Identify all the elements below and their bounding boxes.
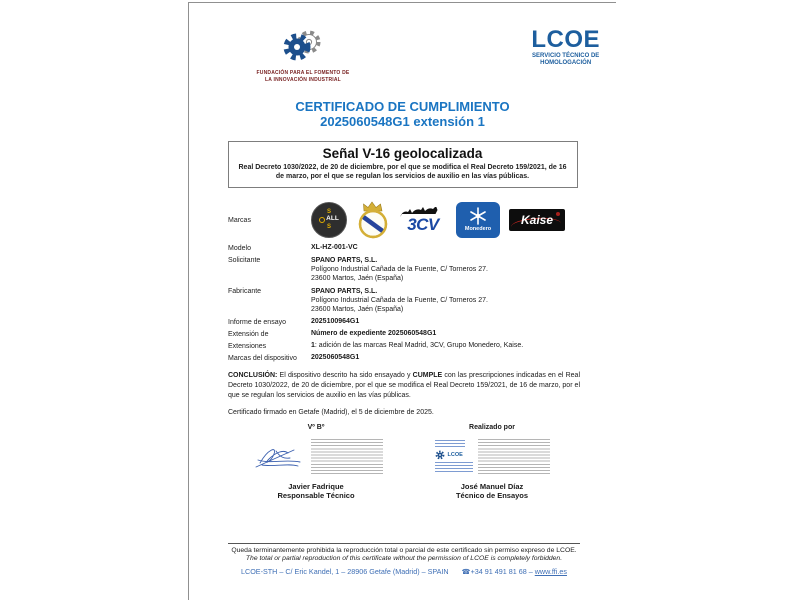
- subject-subtitle: Real Decreto 1030/2022, de 20 de diciembre, por el que se modifica el Real Decreto 159/2021, de 16 de marzo, por el que se regulan los servicios de auxilio en las vías públicas.: [238, 163, 567, 181]
- marcas-label: Marcas: [228, 216, 251, 224]
- solicitante-address1: Polígono Industrial Cañada de la Fuente, C/ Torneros 27.: [311, 265, 488, 273]
- right-signer-role: Técnico de Ensayos: [455, 491, 529, 501]
- extensiones-label: Extensiones: [228, 343, 267, 351]
- sosall-logo: [311, 202, 347, 238]
- solicitante-address2: 23600 Martos, Jaén (España): [311, 274, 404, 282]
- sosall-bottom: S: [326, 223, 331, 230]
- brand-logos: [311, 200, 580, 240]
- kaise-wordmark: Kaise: [520, 212, 554, 227]
- left-signer-role: Responsable Técnico: [277, 491, 355, 501]
- footer-address: LCOE-STH – C/ Eric Kandel, 1 – 28906 Getafe (Madrid) – SPAIN: [241, 567, 449, 576]
- solicitante-value: [311, 256, 580, 283]
- page-header: [189, 3, 616, 84]
- solicitante-name: SPANO PARTS, S.L.: [311, 256, 378, 264]
- sosall-top: S: [326, 209, 331, 216]
- vobo-header: Vº Bº: [307, 423, 325, 431]
- phone-icon: ☎: [461, 567, 471, 576]
- digital-signature-details-right: [478, 439, 550, 475]
- extension-label: Extensión de: [228, 331, 269, 339]
- monedero-wordmark: Monedero: [464, 226, 492, 233]
- informe-value: 2025100964G1: [311, 318, 360, 326]
- lcoe-wordmark: LCOE: [531, 26, 600, 53]
- field-row-marcas: [228, 200, 580, 240]
- fabricante-address2: 23600 Martos, Jaén (España): [311, 306, 404, 314]
- sosall-ring-icon: [319, 217, 325, 223]
- field-row-extensiones: [228, 342, 580, 350]
- field-row-extension: [228, 330, 580, 338]
- stamp-address-microtext: [435, 462, 473, 473]
- left-signature-stamp: [228, 435, 404, 479]
- snowflake-icon: [469, 207, 487, 225]
- handwritten-signature-icon: [250, 439, 306, 475]
- fabricante-value: [311, 287, 580, 314]
- field-row-informe: [228, 318, 580, 326]
- left-signer-name: Javier Fadrique: [288, 481, 344, 491]
- conclusion-part2: con las prescripciones indicadas en el Real Decreto 1030/2022, de 20 de diciembre, por el que se modifica el Real Decreto 159/2021, de 16 de marzo, por el que se regulan los servicios de auxilio en las vías públicas.: [228, 372, 581, 399]
- monedero-logo: [456, 202, 500, 238]
- ffii-name-line1: FUNDACIÓN PARA EL FOMENTO DE: [256, 70, 350, 76]
- stamp-signer-microtext: [435, 440, 465, 448]
- field-row-fabricante: [228, 287, 580, 314]
- stamp-gear-icon: [435, 450, 445, 460]
- title-line2: 2025060548G1 extensión 1: [320, 114, 485, 130]
- ffii-name-line2: LA INNOVACIÓN INDUSTRIAL: [265, 76, 341, 83]
- conclusion-part1: El dispositivo descrito ha sido ensayado y: [277, 372, 413, 380]
- stamp-lcoe-text: LCOE: [447, 452, 463, 459]
- lcoe-subtitle-line2: HOMOLOGACIÓN: [540, 60, 592, 67]
- signed-statement: Certificado firmado en Getafe (Madrid), el 5 de diciembre de 2025.: [228, 408, 434, 416]
- footer-notice-es: Queda terminantemente prohibida la reproducción total o parcial de este certificado sin permiso expreso de LCOE.: [231, 547, 577, 554]
- right-signer-name: José Manuel Díaz: [460, 481, 524, 491]
- marcas-dispositivo-label: Marcas del dispositivo: [228, 355, 297, 363]
- footer-contact-line: [228, 567, 580, 576]
- footer-phone: +34 91 491 81 68: [470, 567, 527, 576]
- signature-right: [404, 424, 580, 502]
- lcoe-subtitle: [531, 53, 600, 69]
- modelo-label: Modelo: [228, 244, 251, 252]
- conclusion-paragraph: [228, 371, 580, 400]
- gear-icon: [281, 29, 325, 63]
- kaise-logo: [509, 209, 565, 231]
- signature-left: [228, 424, 404, 502]
- title-line1: CERTIFICADO DE CUMPLIMIENTO: [295, 98, 510, 114]
- right-signature-stamp: [404, 435, 580, 479]
- field-row-modelo: [228, 244, 580, 252]
- cv3-logo: [399, 207, 447, 233]
- subject-box: [228, 141, 578, 188]
- lcoe-logo: [531, 26, 602, 68]
- cv3-wordmark: 3CV: [407, 214, 439, 234]
- certificate-page: [188, 2, 616, 600]
- signature-section: [228, 424, 580, 502]
- footer-notice-en: The total or partial reproduction of this certificate without the permission of LCOE is completely forbidden.: [245, 555, 563, 562]
- fabricante-label: Fabricante: [228, 287, 262, 295]
- solicitante-label: Solicitante: [228, 256, 261, 264]
- realizado-header: Realizado por: [469, 423, 515, 431]
- conclusion-label: CONCLUSIÓN:: [228, 372, 278, 380]
- conclusion-emphasis: CUMPLE: [412, 372, 443, 380]
- extension-value: Número de expediente 2025060548G1: [311, 330, 437, 338]
- field-row-marcas-dispositivo: [228, 354, 580, 362]
- extensiones-text: : adición de las marcas Real Madrid, 3CV, Grupo Monedero, Kaise.: [314, 342, 524, 350]
- kaise-dot: [556, 212, 560, 216]
- page-footer: [228, 543, 580, 576]
- ffii-logo: [239, 29, 367, 84]
- sosall-mid: ALL: [326, 215, 339, 223]
- extensiones-value: [311, 342, 580, 349]
- subject-title: Señal V-16 geolocalizada: [322, 145, 483, 161]
- marcas-dispositivo-value: 2025060548G1: [311, 354, 360, 362]
- extensiones-number: 1: [311, 342, 315, 350]
- fabricante-address1: Polígono Industrial Cañada de la Fuente, C/ Torneros 27.: [311, 296, 488, 304]
- stamp-logos-block: [435, 440, 473, 473]
- field-row-solicitante: [228, 256, 580, 283]
- informe-label: Informe de ensayo: [228, 319, 286, 327]
- footer-phone-group: [462, 567, 567, 576]
- footer-website-link[interactable]: www.ffi.es: [534, 567, 567, 576]
- lcoe-subtitle-line1: SERVICIO TÉCNICO DE: [532, 52, 600, 59]
- fabricante-name: SPANO PARTS, S.L.: [311, 287, 378, 295]
- real-madrid-crest-icon: [356, 201, 390, 239]
- modelo-value: XL-HZ-001-VC: [311, 243, 358, 251]
- document-title: [189, 99, 616, 130]
- left-signer: [228, 482, 404, 502]
- digital-signature-details: [311, 439, 383, 475]
- footer-separator: –: [528, 567, 533, 576]
- certificate-fields: [228, 200, 580, 363]
- right-signer: [404, 482, 580, 502]
